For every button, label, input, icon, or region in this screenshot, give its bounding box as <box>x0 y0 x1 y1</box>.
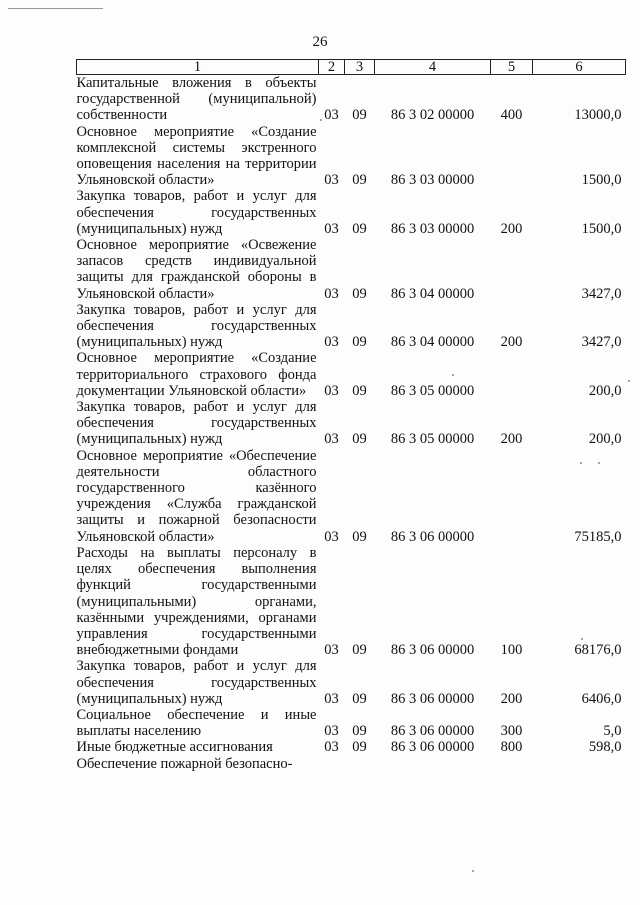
row-section: 03 <box>324 107 339 124</box>
row-target: 86 3 05 00000 <box>390 431 475 448</box>
row-target: 86 3 04 00000 <box>390 334 475 351</box>
row-subsection: 09 <box>352 528 367 545</box>
row-expense-type <box>491 756 533 772</box>
column-header-target: 4 <box>375 60 491 75</box>
row-section: 03 <box>324 642 339 659</box>
scan-speck <box>320 119 322 121</box>
row-expense-type <box>491 448 533 545</box>
row-subsection: 09 <box>352 431 367 448</box>
row-subsection: 09 <box>352 334 367 351</box>
column-header-name: 1 <box>77 60 319 75</box>
row-subsection <box>345 756 375 772</box>
row-subsection: 09 <box>352 107 367 124</box>
table-header-row <box>77 60 626 75</box>
column-header-section: 2 <box>319 60 345 75</box>
table-row <box>77 350 626 399</box>
row-section: 03 <box>324 285 339 302</box>
row-amount: 5,0 <box>603 723 622 740</box>
table-row <box>77 302 626 351</box>
row-section: 03 <box>324 528 339 545</box>
row-name: Закупка товаров, работ и услуг для обеспечения государственных (муниципальных) нужд <box>76 301 317 351</box>
row-subsection: 09 <box>352 723 367 740</box>
row-section: 03 <box>324 172 339 189</box>
table-row <box>77 399 626 448</box>
row-target: 86 3 03 00000 <box>390 220 475 237</box>
row-name: Закупка товаров, работ и услуг для обеспечения государственных (муниципальных) нужд <box>76 658 317 707</box>
row-target: 86 3 02 00000 <box>390 107 475 124</box>
row-section: 03 <box>324 739 339 756</box>
table-row <box>77 448 626 545</box>
row-expense-type: 200 <box>500 431 523 448</box>
scan-speck <box>452 374 454 376</box>
row-amount: 200,0 <box>588 431 622 448</box>
row-expense-type: 200 <box>500 690 523 707</box>
row-name: Основное мероприятие «Создание комплексной системы экстренного оповещения населения на территории Ульяновской области» <box>76 123 317 189</box>
table-row <box>77 658 626 707</box>
row-name: Основное мероприятие «Создание территориального страхового фонда документации Ульяновской области» <box>76 350 317 399</box>
row-subsection: 09 <box>352 172 367 189</box>
table-row <box>77 124 626 189</box>
table-row <box>77 707 626 739</box>
scan-speck <box>581 638 583 640</box>
page-number: 26 <box>312 34 328 50</box>
row-subsection: 09 <box>352 642 367 659</box>
row-target: 86 3 06 00000 <box>390 642 475 659</box>
column-header-amount: 6 <box>533 60 626 75</box>
row-amount: 200,0 <box>588 382 622 399</box>
row-name: Иные бюджетные ассигнования <box>76 739 273 756</box>
row-name: Социальное обеспечение и иные выплаты населению <box>76 706 317 740</box>
row-target: 86 3 06 00000 <box>390 690 475 707</box>
row-amount: 3427,0 <box>581 285 622 302</box>
table-row <box>77 188 626 237</box>
row-section <box>319 756 345 772</box>
row-amount: 598,0 <box>588 739 622 756</box>
row-target: 86 3 06 00000 <box>390 723 475 740</box>
row-amount: 1500,0 <box>581 172 622 189</box>
row-section: 03 <box>324 382 339 399</box>
row-amount: 1500,0 <box>581 220 622 237</box>
row-amount: 68176,0 <box>574 642 622 659</box>
scan-artifact-line <box>8 8 103 9</box>
row-name: Обеспечение пожарной безопасно- <box>76 755 293 772</box>
table-row <box>77 545 626 658</box>
row-name: Закупка товаров, работ и услуг для обеспечения государственных (муниципальных) нужд <box>76 399 317 448</box>
row-section: 03 <box>324 690 339 707</box>
row-subsection: 09 <box>352 690 367 707</box>
row-subsection: 09 <box>352 285 367 302</box>
scan-speck <box>598 462 600 464</box>
row-target <box>375 756 491 772</box>
row-expense-type: 200 <box>500 334 523 351</box>
column-header-expense-type: 5 <box>491 60 533 75</box>
row-expense-type: 800 <box>500 739 523 756</box>
row-name: Основное мероприятие «Обеспечение деятельности областного государственного казённого учреждения «Служба гражданской защиты и пожарной безопасности Ульяновской области» <box>76 447 317 545</box>
table-row <box>77 237 626 302</box>
row-expense-type <box>491 124 533 189</box>
row-name: Основное мероприятие «Освежение запасов средств индивидуальной защиты для гражданской обороны в Ульяновской области» <box>76 237 317 302</box>
row-expense-type <box>491 350 533 399</box>
row-name: Капитальные вложения в объекты государственной (муниципальной) собственности <box>76 75 317 124</box>
table-row <box>77 75 626 124</box>
row-section: 03 <box>324 723 339 740</box>
row-subsection: 09 <box>352 739 367 756</box>
row-subsection: 09 <box>352 382 367 399</box>
row-amount: 3427,0 <box>581 334 622 351</box>
row-amount: 75185,0 <box>574 528 622 545</box>
row-amount <box>533 756 626 772</box>
row-section: 03 <box>324 220 339 237</box>
row-subsection: 09 <box>352 220 367 237</box>
row-target: 86 3 05 00000 <box>390 382 475 399</box>
row-name: Закупка товаров, работ и услуг для обеспечения государственных (муниципальных) нужд <box>76 188 317 237</box>
row-target: 86 3 06 00000 <box>390 739 475 756</box>
row-expense-type: 100 <box>500 642 523 659</box>
row-expense-type: 200 <box>500 220 523 237</box>
row-amount: 13000,0 <box>574 107 622 124</box>
budget-table <box>76 59 626 772</box>
row-amount: 6406,0 <box>581 690 622 707</box>
row-expense-type: 400 <box>500 107 523 124</box>
row-name: Расходы на выплаты персоналу в целях обеспечения выполнения функций государственными (муниципальными) органами, казёнными учреждениями, органами управления государственными внебюджетными фондами <box>76 544 317 659</box>
column-header-subsection: 3 <box>345 60 375 75</box>
row-expense-type <box>491 237 533 302</box>
row-expense-type: 300 <box>500 723 523 740</box>
row-target: 86 3 06 00000 <box>390 528 475 545</box>
scan-speck <box>628 380 630 382</box>
row-section: 03 <box>324 431 339 448</box>
row-target: 86 3 04 00000 <box>390 285 475 302</box>
row-section: 03 <box>324 334 339 351</box>
row-target: 86 3 03 00000 <box>390 172 475 189</box>
scan-speck <box>472 870 474 872</box>
table-row <box>77 756 626 772</box>
scan-speck <box>580 462 582 464</box>
table-row <box>77 739 626 755</box>
